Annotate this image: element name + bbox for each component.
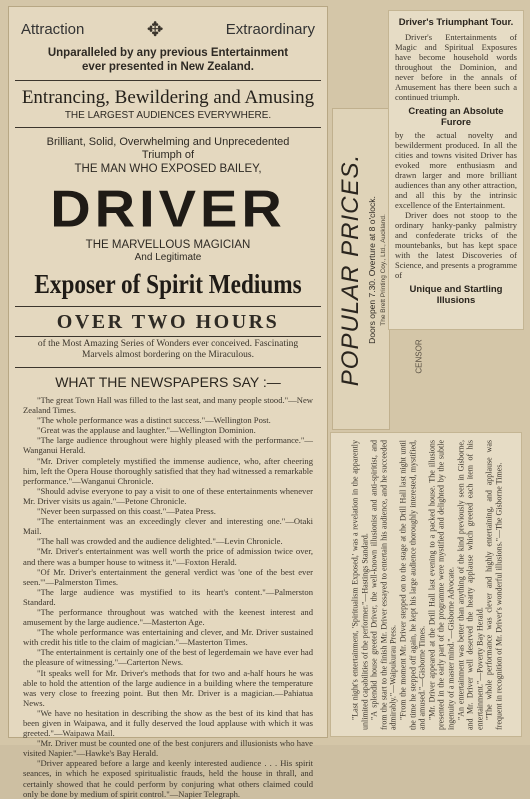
newspaper-quote: "Great was the applause and laughter."—Wellington Dominion.	[37, 425, 256, 436]
newspaper-quote: "Mr. Driver's entertainment was well worth the price of admission twice over, and there was a bumper house to witness it."—Foxton Herald.	[23, 546, 313, 567]
newspaper-quote: "Mr. Driver completely mystified the immense audience, who, after cheering him, left the Opera House thoroughly satisfied that they had witnessed a remarkable performance."—Wanganui Chronicle.	[23, 455, 313, 486]
rotated-press-clipping	[330, 432, 522, 737]
press-quote: "Last night's entertainment, 'Spiritualism Exposed,' was a revelation in the apparently unlimited capabilities of the performer."—Hastings Standard.	[350, 440, 369, 730]
clipping-para-1: Driver's Entertainments of Magic and Spiritual Exposures have become household words throughout the Dominion, and never before in the annals of Amusement has there been such a continued triumph.	[395, 32, 517, 102]
divider	[15, 336, 321, 337]
newspaper-quote: "The large audience throughout were highly pleased with the performance."—Wanganui Herald.	[23, 435, 313, 456]
press-quote: "Mr. Driver appeared at the Drill Hall last evening to a packed house. The illusions presented in the early part of the programme were mystified and delighted by the subtle ingenuity of a master mind."—Gisborne Advocate.	[427, 440, 456, 730]
newspaper-quote: "Driver appeared before a large and keenly interested audience . . . His spirit seances, in which he exposed spiritualistic frauds, held the house in thrall, and certainly showed that he could perform by conjuring what others claimed could only be done by medium of spirit control."—Napier Telegraph.	[23, 758, 313, 799]
triumphant-tour-clipping	[388, 10, 524, 330]
newspaper-quote: "The whole performance was entertaining and clever, and Mr. Driver sustained with credit his title to the claim of magician."—Masterton Times.	[23, 627, 313, 648]
clipping-title: Driver's Triumphant Tour.	[398, 17, 514, 28]
doors-open-line: Doors open 7.30. Overture at 8 o'clock.	[367, 196, 377, 344]
newspapers-heading: WHAT THE NEWSPAPERS SAY :—	[55, 374, 281, 390]
marvellous-magician-line: THE MARVELLOUS MAGICIAN	[85, 239, 251, 251]
popular-prices: POPULAR PRICES.	[337, 153, 364, 387]
brilliant-line-2: Triumph of	[141, 149, 195, 161]
prices-vertical-text	[337, 154, 387, 386]
prices-strip	[332, 108, 390, 430]
clipping-para-2: by the actual novelty and bewilderment produced. In all the cities and towns visited Driver has evoked more enthusiasm and drawn larger and more brilliant audiences than any other attraction, and all this by the intrinsic excellence of the Entertainment.	[395, 130, 517, 210]
entrancing-heading: Entrancing, Bewildering and Amusing	[21, 87, 315, 108]
furore-heading: Creating an Absolute Furore	[408, 106, 504, 128]
newspaper-quote: "Mr. Driver must be counted one of the best conjurers and illusionists who have visited Napier."—Hawke's Bay Herald.	[23, 738, 313, 759]
legitimate-line: And Legitimate	[134, 252, 202, 263]
clipping-paragraph	[395, 32, 517, 102]
wonders-text: of the Most Amazing Series of Wonders ever conceived. Fascinating Marvels almost bordering on the Miraculous.	[37, 339, 299, 360]
brilliant-line-1: Brilliant, Solid, Overwhelming and Unprecedented	[46, 136, 290, 148]
newspaper-quote: "Never been surpassed on this coast."—Patea Press.	[37, 506, 216, 517]
newspaper-quote: "We have no hesitation in describing the show as the best of its kind that has been given in Waipawa, and it fully deserved the loud applause with which it was greeted."—Waipawa Mail.	[23, 707, 313, 739]
clipping-paragraph	[395, 130, 517, 280]
rotated-press-text	[350, 440, 504, 730]
clipping-para-3: Driver does not stoop to the ordinary hanky-panky palmistry and confederate tricks of the mountebanks, but has kept space with the latest Discoveries of Science, and presents a programme of	[395, 210, 517, 280]
extraordinary-word: Extraordinary	[225, 21, 315, 38]
censor-stamp: CENSOR	[414, 339, 424, 374]
newspaper-quotes	[23, 395, 313, 799]
newspaper-quote: "The hall was crowded and the audience delighted."—Levin Chronicle.	[37, 536, 283, 547]
divider	[15, 367, 321, 368]
newspaper-quote: "Should advise everyone to pay a visit to one of these entertainments whenever Mr. Driver visits us again."—Petone Chronicle.	[23, 485, 313, 506]
divider	[15, 127, 321, 128]
newspaper-quote: "The entertainment was an exceedingly clever and interesting one."—Otaki Mail.	[23, 516, 313, 537]
unique-illusions-heading: Unique and Startling Illusions	[409, 284, 503, 306]
newspaper-quote: "The entertainment is certainly one of the best of legerdemain we have ever had the pleasure of witnessing."—Carterton News.	[23, 647, 313, 668]
largest-audiences-line: THE LARGEST AUDIENCES EVERYWHERE.	[64, 110, 272, 121]
driver-poster	[8, 6, 328, 799]
newspaper-quote: "It speaks well for Mr. Driver's methods that for two and a-half hours he was able to hold the attention of the large audience in a building where the temperature was very close to freezing point. But then Mr. Driver is a magician.—Pahiatua News.	[23, 667, 313, 708]
press-quote: "The whole performance was clever and highly entertaining, and applause was frequent in recognition of Mr. Driver's wonderful illusions."—The Gisborne Times.	[484, 440, 504, 730]
divider	[15, 306, 321, 307]
crest-icon: ✥	[146, 19, 164, 41]
divider	[15, 80, 321, 81]
newspaper-quote: "The whole performance was a distinct success."—Wellington Post.	[37, 415, 271, 426]
press-quote: "An entertainment was better than anything of the kind previously seen in Gisborne, and Mr. Driver well deserved the hearty applause which greeted each item of his entertainment."—Poverty Bay Herald.	[455, 440, 484, 730]
newspaper-quote: "The large audience was mystified to its heart's content."—Palmerston Standard.	[23, 586, 313, 607]
man-who-exposed-line: THE MAN WHO EXPOSED BAILEY,	[74, 163, 262, 175]
attraction-word: Attraction	[21, 21, 85, 38]
unparalleled-line-1: Unparalleled by any previous Entertainment	[47, 47, 289, 59]
press-quote: "From the moment Mr. Driver stepped on to the stage at the Drill Hall last night until the time he stepped off again, he kept his large audience thoroughly interested, mystified, and amused."—Gisborne Times.	[398, 440, 427, 730]
newspaper-quote: "Of Mr. Driver's entertainment the general verdict was 'one of the best ever seen.'"—Palmerston Times.	[23, 566, 313, 587]
unparalleled-line	[9, 46, 327, 74]
newspaper-quote: "The great Town Hall was filled to the last seat, and many people stood."—New Zealand Times.	[23, 395, 313, 416]
printer-line: The Brett Printing Coy., Ltd., Auckland.	[380, 214, 387, 326]
over-two-hours-heading: OVER TWO HOURS	[56, 311, 280, 333]
poster-header	[9, 7, 327, 42]
press-quote: "A splendid house greeted Driver, the well-known illusionist and anti-spiritist, and from the start to the finish Mr. Driver essayed to entertain his audience, and he succeeded admirably."—Waipukurau Press.	[369, 440, 398, 730]
unparalleled-line-2: ever presented in New Zealand.	[82, 61, 254, 73]
driver-title: DRIVER	[50, 179, 286, 238]
newspaper-quote: "The performance throughout was watched with the keenest interest and amusement by the large audience."—Masterton Age.	[23, 606, 313, 628]
exposer-heading: Exposer of Spirit Mediums	[34, 269, 302, 299]
